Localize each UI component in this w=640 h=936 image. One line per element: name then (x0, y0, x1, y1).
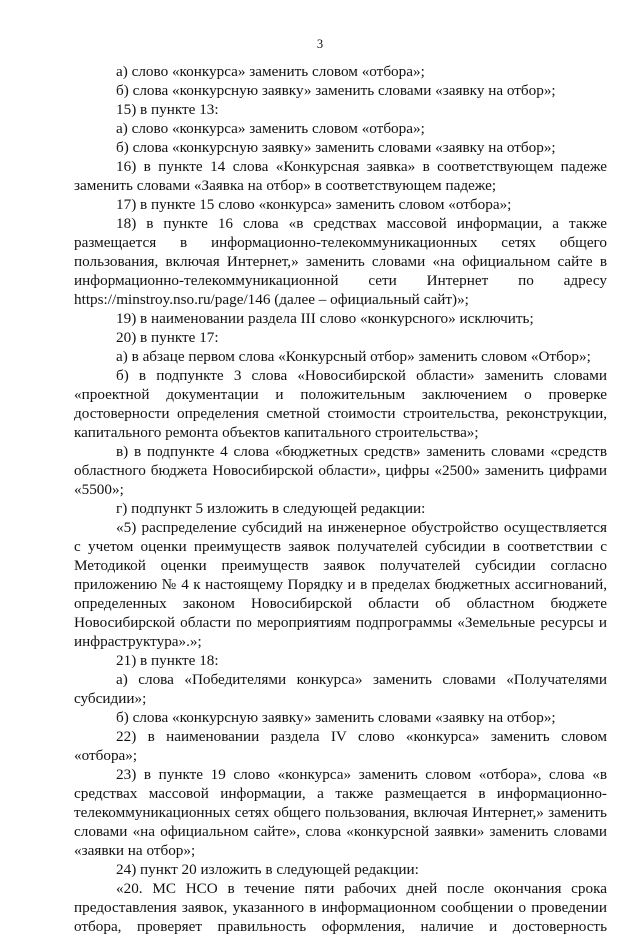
paragraph: 24) пункт 20 изложить в следующей редакции: (116, 861, 419, 878)
paragraph: а) слова «Победителями конкурса» заменить словами «Получателями субсидии»; (74, 671, 607, 707)
paragraph: б) слова «конкурсную заявку» заменить словами «заявку на отбор»; (116, 709, 556, 726)
paragraph: 21) в пункте 18: (116, 652, 219, 669)
document-body (74, 62, 607, 936)
paragraph: б) в подпункте 3 слова «Новосибирской области» заменить словами «проектной документации и положительным заключением о проверке достоверности определения сметной стоимости строительства, реконструкции, капитального ремонта объектов капитального строительства»; (74, 367, 607, 441)
paragraph: а) слово «конкурса» заменить словом «отбора»; (116, 120, 425, 137)
paragraph: 15) в пункте 13: (116, 101, 219, 118)
paragraph: «20. МС НСО в течение пяти рабочих дней после окончания срока предоставления заявок, указанного в информационном сообщении о проведении отбора, проверяет правильность оформления, наличие и достоверность (74, 880, 607, 935)
paragraph: а) слово «конкурса» заменить словом «отбора»; (116, 63, 425, 80)
paragraph: 22) в наименовании раздела IV слово «конкурса» заменить словом «отбора»; (74, 728, 607, 764)
paragraph: а) в абзаце первом слова «Конкурсный отбор» заменить словом «Отбор»; (116, 348, 591, 365)
paragraph: 18) в пункте 16 слова «в средствах массовой информации, а также размещается в информационно-телекоммуникационных сетях общего пользования, включая Интернет,» заменить словами «на официальном сайте в информационно-телекоммуникационной сети Интернет по адресу https://minstroy.nso.ru/page/146 (далее – официальный сайт)»; (74, 215, 607, 308)
paragraph: г) подпункт 5 изложить в следующей редакции: (116, 500, 426, 517)
paragraph: б) слова «конкурсную заявку» заменить словами «заявку на отбор»; (116, 82, 556, 99)
paragraph: 16) в пункте 14 слова «Конкурсная заявка» в соответствующем падеже заменить словами «Заявка на отбор» в соответствующем падеже; (74, 158, 607, 194)
paragraph: б) слова «конкурсную заявку» заменить словами «заявку на отбор»; (116, 139, 556, 156)
paragraph: «5) распределение субсидий на инженерное обустройство осуществляется с учетом оценки преимуществ заявок получателей субсидии в соответствии с Методикой оценки преимуществ заявок получателей субсидии согласно приложению № 4 к настоящему Порядку и в пределах бюджетных ассигнований, определенных законом Новосибирской области об областном бюджете Новосибирской области по мероприятиям подпрограммы «Земельные ресурсы и инфраструктура».»; (74, 519, 607, 650)
paragraph: 17) в пункте 15 слово «конкурса» заменить словом «отбора»; (116, 196, 512, 213)
paragraph: 23) в пункте 19 слово «конкурса» заменить словом «отбора», слова «в средствах массовой информации, а также размещается в информационно-телекоммуникационных сетях общего пользования, включая Интернет,» заменить словами «на официальном сайте», слова «конкурсной заявки» заменить словами «заявки на отбор»; (74, 766, 607, 859)
page-number: 3 (316, 37, 324, 51)
paragraph: 19) в наименовании раздела III слово «конкурсного» исключить; (116, 310, 534, 327)
paragraph: 20) в пункте 17: (116, 329, 219, 346)
paragraph: в) в подпункте 4 слова «бюджетных средств» заменить словами «средств областного бюджета Новосибирской области», цифры «2500» заменить цифрами «5500»; (74, 443, 607, 498)
